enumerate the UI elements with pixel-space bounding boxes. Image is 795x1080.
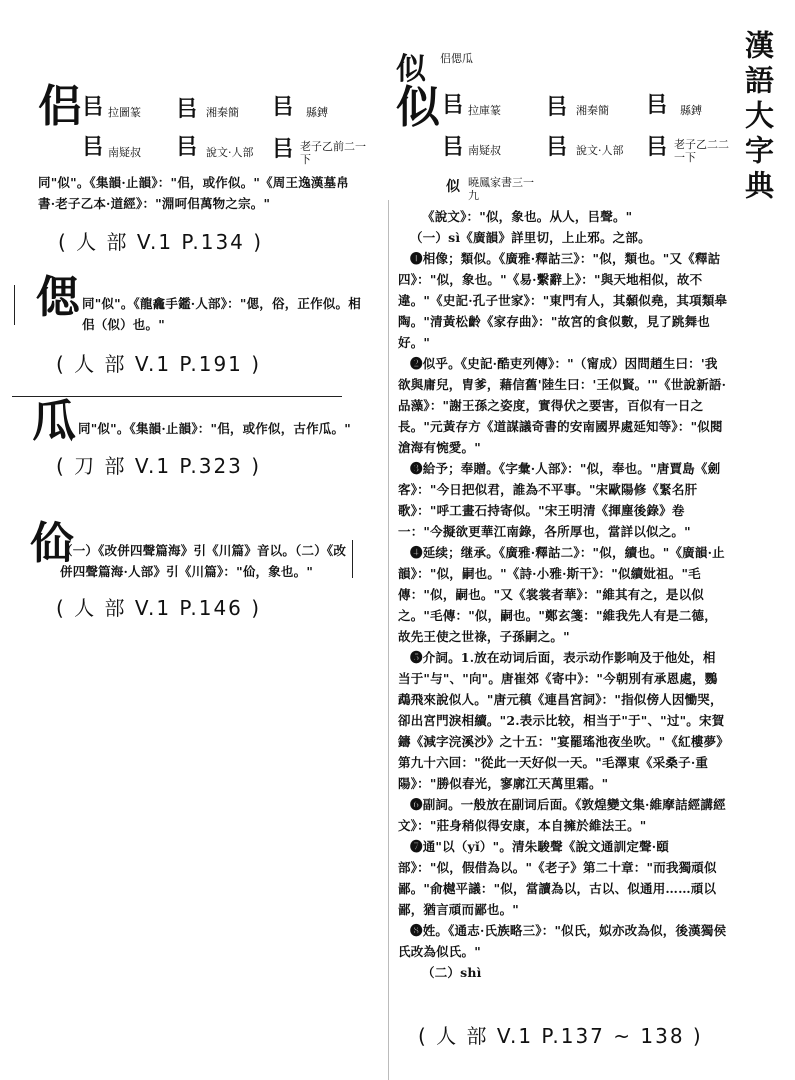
form-label: 湘秦簡 bbox=[206, 106, 239, 119]
entry-page-note: ( 人 部 V.1 P.137 ~ 138 ) bbox=[418, 1024, 703, 1048]
form-label: 湘秦簡 bbox=[576, 104, 609, 117]
form-glyph: 㠯 bbox=[442, 134, 465, 160]
paragraph: ❻副詞。一般放在副词后面。《敦煌變文集·維摩詰經講經文》："莊身稍似得安康，本自擁於維法王。" bbox=[398, 797, 726, 833]
form-glyph: 㠯 bbox=[272, 136, 295, 162]
entry2-headchar: 偲 bbox=[36, 272, 80, 323]
form-glyph: 㠯 bbox=[82, 94, 105, 120]
entry1-definition: 同"似"。《集韻·止韻》："佀，或作似。"《周王逸漢墓帛書·老子乙本·道經》："淵呵佀萬物之宗。" bbox=[38, 175, 350, 211]
entry-forms bbox=[442, 92, 732, 203]
entry2-definition: 同"似"。《龍龕手鑑·人部》："偲，俗，正作似。相佀（似）也。" bbox=[82, 296, 361, 332]
form-glyph: 㠯 bbox=[646, 92, 669, 118]
paragraph: ❽姓。《通志·氏族略三》："似氏，姒亦改為似，後漢獨侯氏改為似氏。" bbox=[398, 923, 727, 959]
paragraph: 《說文》："似，象也。从人，㠯聲。" bbox=[422, 209, 633, 224]
header-note: 侣偲瓜 bbox=[440, 52, 473, 65]
form-glyph: 似 bbox=[446, 179, 460, 195]
entry-headchar: 似 bbox=[396, 82, 440, 133]
form-label: 南疑叔 bbox=[468, 144, 501, 157]
entry4-definition: （一）《改併四聲篇海》引《川篇》音以。（二）《改併四聲篇海·人部》引《川篇》："佡，象也。" bbox=[60, 543, 347, 579]
entry1-forms bbox=[82, 96, 372, 168]
form-glyph: 㠯 bbox=[646, 134, 669, 160]
margin-mark bbox=[14, 285, 15, 325]
form-glyph: 㠯 bbox=[176, 134, 199, 160]
paragraph: ❶相像；類似。《廣雅·釋詁三》："似，類也。"又《釋詁四》："似，象也。"《易·繫辭上》："與天地相似，故不違。"《史記·孔子世家》："東門有人，其顙似堯，其項類皋陶。"清黃松齡《家存曲》："故宮的食似數，見了跳舞也好。" bbox=[398, 251, 728, 350]
form-label: 縣鎛 bbox=[680, 104, 702, 117]
form-glyph: 㠯 bbox=[272, 94, 295, 120]
entry1-page-note: ( 人 部 V.1 P.134 ) bbox=[58, 230, 264, 254]
form-label: 老子乙前二一下 bbox=[300, 140, 366, 167]
paragraph: ❷似乎。《史記·酷吏列傳》："（甯成）因問趙生曰：'我欲與庸兒，胄爹，藉信舊'陸生曰：'王似賢。'"《世說新語·品藻》："謝王孫之姿度，實得伏之要害，百似有一日之長。"元黃存方《道謀議奇書的安南國界處延知等》："似閱滄海有惋愛。" bbox=[398, 356, 727, 455]
paragraph: ❼通"以（yǐ）"。清朱駿聲《說文通訓定聲·頤部》："似，假借為以。"《老子》第二十章："而我獨頑似鄙。"俞樾平議："似，當讀為以，古以、似通用……頑以鄙，猶言頑而鄙也。" bbox=[398, 839, 717, 917]
form-label: 拉圖篆 bbox=[108, 106, 141, 119]
margin-mark bbox=[352, 540, 353, 578]
form-label: 說文·人部 bbox=[576, 144, 624, 157]
form-glyph: 㠯 bbox=[82, 134, 105, 160]
paragraph: ❸給予；奉贈。《字彙·人部》："似，奉也。"唐賈島《劍客》："今日把似君，誰為不平事。"宋歐陽修《緊名肝歌》："呼工畫石持寄似。"宋王明清《揮塵後錄》卷一："今擬欲更華江南錄，各所厚也，當詳以似之。" bbox=[398, 461, 721, 539]
paragraph: ❹延续；继承。《廣雅·釋詁二》："似，續也。"《廣韻·止韻》："似，嗣也。"《詩·小雅·斯干》："似續妣祖。"毛傳："似，嗣也。"又《裳裳者華》："維其有之，是以似之。"毛傳："似，嗣也。"鄭玄箋："維我先人有是二德，故先王使之世祿，子孫嗣之。" bbox=[398, 545, 725, 644]
dictionary-title: 漢語大字典 bbox=[741, 30, 775, 205]
form-label: 說文·人部 bbox=[206, 146, 254, 159]
paragraph: （一）sì《廣韻》詳里切，上止邪。之部。 bbox=[410, 230, 651, 245]
entry3-headchar: 瓜 bbox=[32, 396, 76, 447]
entry1-headchar: 侣 bbox=[38, 81, 82, 132]
form-label: 老子乙二二一下 bbox=[674, 138, 729, 165]
form-label: 曉鳳家書三一九 bbox=[468, 176, 534, 203]
entry-body bbox=[398, 206, 728, 983]
entry3-definition: 同"似"。《集韻·止韻》："佀，或作似，古作瓜。" bbox=[78, 421, 351, 436]
form-glyph: 㠯 bbox=[442, 92, 465, 118]
form-label: 拉庫篆 bbox=[468, 104, 501, 117]
form-label: 南疑叔 bbox=[108, 146, 141, 159]
form-glyph: 㠯 bbox=[546, 94, 569, 120]
entry4-headchar: 佡 bbox=[30, 518, 74, 569]
entry4-page-note: ( 人 部 V.1 P.146 ) bbox=[56, 596, 262, 620]
entry2-page-note: ( 人 部 V.1 P.191 ) bbox=[56, 352, 262, 376]
column-divider bbox=[388, 200, 389, 1080]
paragraph: （二）shì bbox=[422, 965, 482, 980]
form-label: 縣鎛 bbox=[306, 106, 328, 119]
header-char: 似 bbox=[396, 52, 426, 87]
form-glyph: 㠯 bbox=[546, 134, 569, 160]
paragraph: ❺介詞。1.放在动词后面，表示动作影响及于他处，相当于"与"、"向"。唐崔郊《寄中》："今朝別有承恩處，鸚鵡飛來說似人。"唐元稹《連昌宮詞》："指似傍人因慟哭，卻出宮門淚相續。"2.表示比较，相当于"于"、"过"。宋賀鑄《減字浣溪沙》之十五："宴罷瑤池夜坐吹。"《紅樓夢》第九十六回："從此一天好似一天。"毛澤東《采桑子·重陽》："勝似春光，寥廓江天萬里霜。" bbox=[398, 650, 725, 791]
form-glyph: 㠯 bbox=[176, 96, 199, 122]
entry3-page-note: ( 刀 部 V.1 P.323 ) bbox=[56, 454, 262, 478]
